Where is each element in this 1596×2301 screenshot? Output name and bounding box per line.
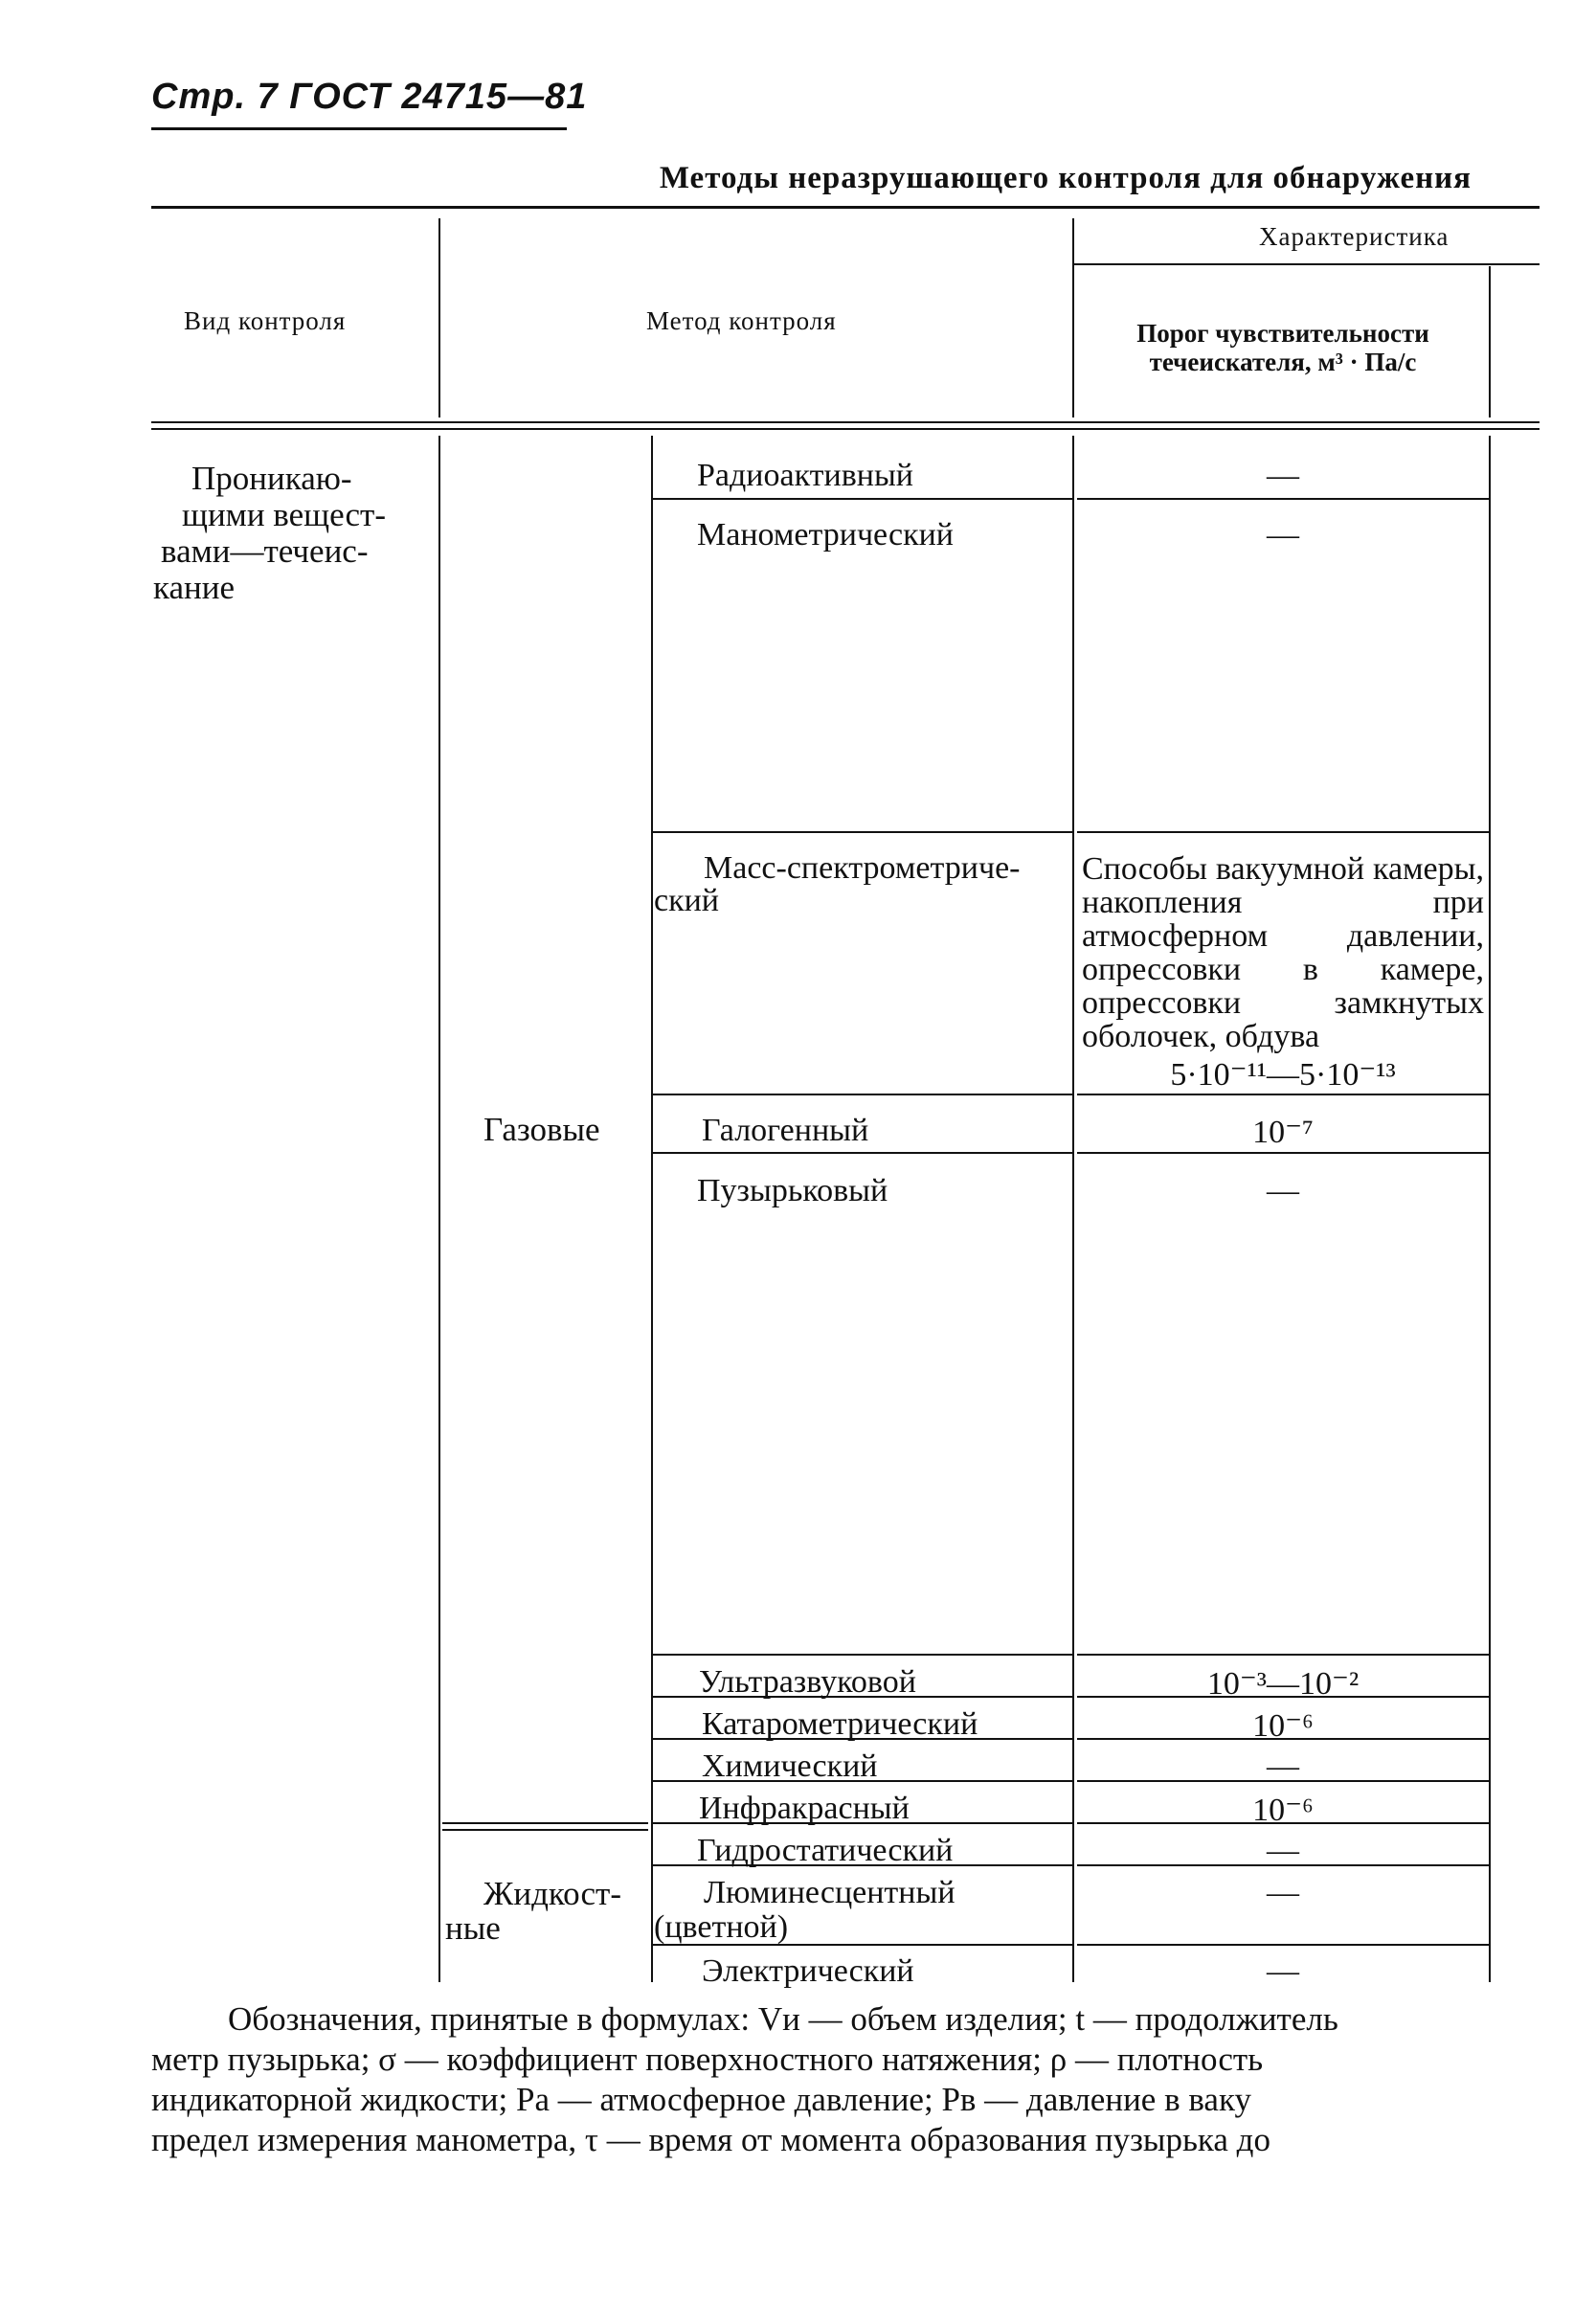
control-type-line-3: вами—течеис- [161,532,369,570]
body-vline-1 [438,436,440,1982]
control-type-line-2: щими вещест- [182,496,387,533]
method-katharometric: Катарометрический [702,1706,978,1742]
method-hydrostatic: Гидростатический [697,1833,954,1868]
value-infrared: 10⁻⁶ [1252,1793,1314,1828]
method-infrared: Инфракрасный [699,1791,910,1826]
gas-liquid-divider-2 [442,1829,648,1831]
row-rule [1077,498,1489,500]
value-radioactive: — [1267,458,1299,493]
group-liquid-line-1: Жидкост- [483,1875,621,1912]
header-control-type: Вид контроля [184,306,347,335]
method-chemical: Химический [702,1748,878,1784]
header-vline-2 [1072,218,1074,417]
value-electric: — [1267,1953,1299,1989]
gas-liquid-divider-1 [442,1822,648,1824]
row-rule [1077,831,1489,833]
method-mass-spec-line-2: ский [654,883,719,918]
body-vline-4 [1489,436,1491,1982]
header-vline-3 [1489,266,1491,417]
control-type-line-4: кание [153,569,236,606]
row-rule [653,498,1072,500]
note-line-4: предел измерения манометра, τ — время от момента образования пузырька до [151,2121,1270,2158]
method-manometric: Манометрический [697,517,954,553]
row-rule [653,1152,1072,1154]
control-type-line-1: Проникаю- [191,460,352,497]
method-radioactive: Радиоактивный [697,458,913,493]
method-halogen: Галогенный [702,1113,869,1148]
header-vline-1 [438,218,440,417]
row-rule [653,831,1072,833]
table-title: Методы неразрушающего контроля для обнаружения [659,161,1472,195]
row-rule [1077,1152,1489,1154]
method-luminescent-line-2: (цветной) [654,1909,789,1945]
header-bottom-rule-2 [151,428,1540,430]
value-bubble: — [1267,1173,1299,1208]
body-vline-3 [1072,436,1074,1982]
method-electric: Электрический [702,1953,914,1989]
value-katharometric: 10⁻⁶ [1252,1708,1314,1744]
value-manometric: — [1267,517,1299,553]
group-gas: Газовые [483,1111,600,1148]
method-luminescent-line-1: Люминесцентный [704,1875,955,1910]
body-vline-2 [651,436,653,1982]
header-characteristic: Характеристика [1259,222,1450,251]
method-ultrasonic: Ультразвуковой [699,1664,916,1700]
row-rule [653,1654,1072,1656]
row-rule [1077,1944,1489,1946]
value-hydrostatic: — [1267,1833,1299,1868]
row-rule [1077,1094,1489,1095]
header-control-method: Метод контроля [646,306,837,335]
note-line-1: Обозначения, принятые в формулах: Vи — объем изделия; t — продолжитель [228,2000,1338,2038]
header-bottom-rule-1 [151,421,1540,423]
header-underline [151,127,567,130]
note-line-2: метр пузырька; σ — коэффициент поверхностного натяжения; ρ — плотность [151,2041,1264,2078]
note-line-3: индикаторной жидкости; Pа — атмосферное давление; Pв — давление в ваку [151,2081,1251,2118]
characteristic-rule [1074,263,1540,265]
group-liquid-line-2: ные [445,1909,501,1947]
method-mass-spec-line-1: Масс-спектрометриче- [704,850,1021,886]
page-header: Стр. 7 ГОСТ 24715—81 [151,77,588,117]
header-threshold: Порог чувствительности течеискателя, м³ · Па/с [1136,319,1429,376]
table-top-rule [151,206,1540,209]
row-rule [1077,1654,1489,1656]
value-halogen: 10⁻⁷ [1252,1115,1314,1150]
value-ultrasonic: 10⁻³—10⁻² [1206,1666,1360,1702]
row-rule [653,1094,1072,1095]
value-luminescent: — [1267,1875,1299,1910]
value-mass-spec-text: Способы вакуумной камеры, накопления при атмосферном давлении, опрессовки в камере, опрессовки замкнутых оболочек, обдува [1082,851,1484,1054]
value-chemical: — [1267,1748,1299,1784]
value-mass-spec-range: 5·10⁻¹¹—5·10⁻¹³ [1170,1057,1396,1093]
method-bubble: Пузырьковый [697,1173,888,1208]
